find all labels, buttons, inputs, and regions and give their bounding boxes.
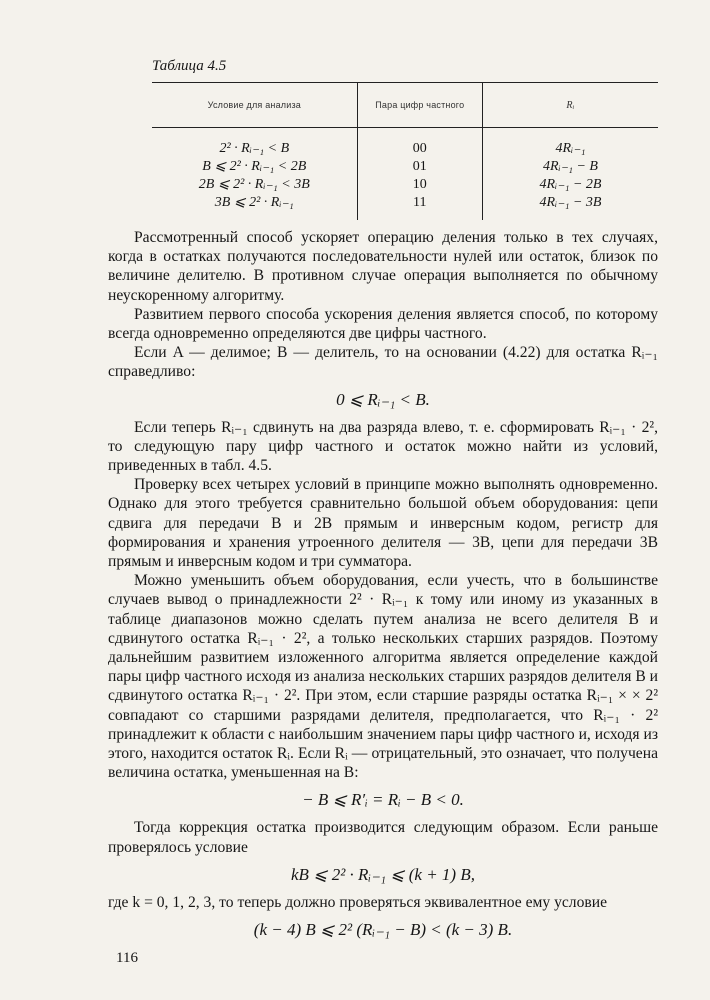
page-number: 116 (116, 950, 138, 966)
cell-digit-pair: 10 (357, 176, 482, 194)
paragraph: Тогда коррекция остатка производится следующим образом. Если раньше проверялось условие (108, 819, 658, 856)
paragraph: Проверку всех четырех условий в принципе можно выполнять одновременно. Однако для этого требуется сравнительно большой объем оборудования: цепи сдвига для передачи B и 2B прямым и инверсным кодом, регистр для формирования и хранения утроенного делителя — 3B, цепи для передачи 3B прямым и инверсным кодом и три сумматора. (108, 476, 658, 571)
table-row (152, 194, 658, 220)
table-row (152, 176, 658, 194)
cell-condition: 3B ⩽ 2² · Rᵢ₋₁ (214, 195, 294, 210)
cell-remainder: 4Rᵢ₋₁ − B (542, 159, 598, 174)
table-row (152, 128, 658, 159)
cell-remainder: 4Rᵢ₋₁ − 2B (539, 177, 602, 192)
cell-condition: B ⩽ 2² · Rᵢ₋₁ < 2B (202, 159, 307, 174)
table-row (152, 158, 658, 176)
table-4-5 (152, 82, 658, 220)
formula-condition: kB ⩽ 2² · Rᵢ₋₁ ⩽ (k + 1) B, (291, 864, 475, 884)
table-header-remainder: Rᵢ (482, 83, 658, 128)
cell-digit-pair: 01 (357, 158, 482, 176)
cell-condition: 2B ⩽ 2² · Rᵢ₋₁ < 3B (198, 177, 310, 192)
table-header-digit-pair: Пара цифр частного (357, 83, 482, 128)
paragraph: Рассмотренный способ ускоряет операцию деления только в тех случаях, когда в остатках получаются последовательности нулей или остаток, близок по величине делителю. В противном случае операция выполняется по обычному неускоренному алгоритму. (108, 229, 658, 304)
paragraph: где k = 0, 1, 2, 3, то теперь должно проверяться эквивалентное ему условие (108, 893, 608, 911)
cell-remainder: 4Rᵢ₋₁ (555, 141, 586, 156)
formula-negative-remainder: − B ⩽ R′ᵢ = Rᵢ − B < 0. (302, 790, 464, 810)
paragraph: Если теперь Rᵢ₋₁ сдвинуть на два разряда влево, т. е. сформировать Rᵢ₋₁ · 2², то следующую пару цифр частного и остаток можно найти из условий, приведенных в табл. 4.5. (108, 418, 658, 475)
formula-remainder-range: 0 ⩽ Rᵢ₋₁ < B. (336, 389, 430, 409)
cell-condition: 2² · Rᵢ₋₁ < B (219, 141, 290, 156)
paragraph: Развитием первого способа ускорения деления является способ, по которому всегда одновременно определяются две цифры частного. (108, 305, 658, 343)
paragraph: Если A — делимое; B — делитель, то на основании (4.22) для остатка Rᵢ₋₁ справедливо: (108, 344, 658, 381)
table-header-condition: Условие для анализа (152, 83, 357, 128)
table-caption: Таблица 4.5 (152, 58, 227, 74)
cell-digit-pair: 11 (357, 194, 482, 220)
cell-digit-pair: 00 (357, 128, 482, 159)
formula-equivalent-condition: (k − 4) B ⩽ 2² (Rᵢ₋₁ − B) < (k − 3) B. (253, 920, 513, 940)
cell-remainder: 4Rᵢ₋₁ − 3B (539, 195, 602, 210)
body-text (108, 228, 658, 948)
paragraph: Можно уменьшить объем оборудования, если учесть, что в большинстве случаев вывод о принадлежности 2² · Rᵢ₋₁ к тому или иному из указанных в таблице диапазонов можно сделать путем анализа не всего делителя B и сдвинутого остатка Rᵢ₋₁ · 2², а только нескольких старших разрядов. Поэтому дальнейшим развитием изложенного алгоритма является определение каждой пары цифр частного исходя из анализа нескольких старших разрядов делителя B и сдвинутого остатка Rᵢ₋₁ · 2². При этом, если старшие разряды остатка Rᵢ₋₁ × × 2² совпадают со старшими разрядами делителя, предполагается, что Rᵢ₋₁ · 2² принадлежит к области с наибольшим значением пары цифр частного и, исходя из этого, находится остаток Rᵢ. Если Rᵢ — отрицательный, это означает, что получена величина остатка, уменьшенная на B: (108, 572, 658, 782)
